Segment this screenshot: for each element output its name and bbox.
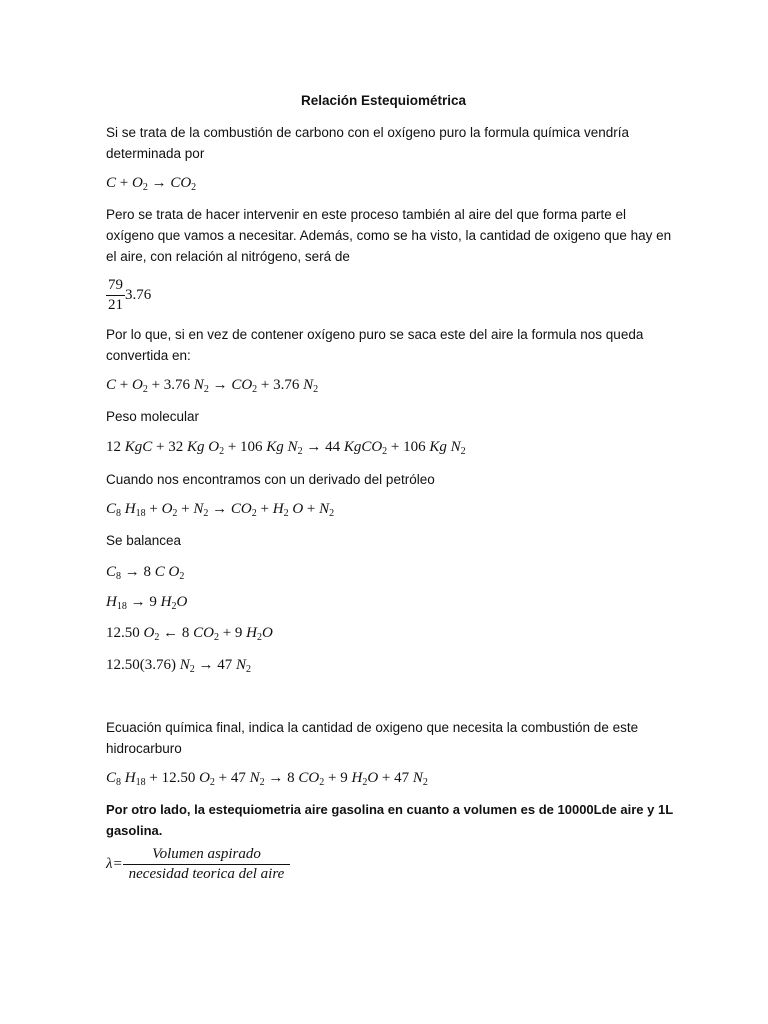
equation-term: N (193, 501, 204, 517)
equation-term: + (303, 501, 320, 517)
equation-term: CO (170, 175, 192, 191)
ratio-value: 3.76 (125, 286, 152, 303)
ratio-numerator: 79 (106, 277, 125, 296)
equation-subscript: 18 (135, 508, 146, 519)
equation-term: → (208, 377, 232, 393)
equation-subscript: 2 (252, 384, 258, 395)
equation-term: CO (298, 770, 320, 786)
equation-term: N (179, 657, 190, 673)
equation-term: H (124, 501, 136, 517)
equation-term: + 47 (214, 770, 250, 786)
equation-term: KgCO (343, 439, 383, 455)
equation-term: Kg O (186, 439, 220, 455)
equation-term: O (161, 501, 173, 517)
equation-term: C (106, 564, 117, 580)
equation-subscript: 2 (362, 777, 368, 788)
equation-term: O (292, 501, 304, 517)
equation-term: → 47 (194, 657, 237, 673)
equation-term: + 9 (218, 625, 247, 641)
equation-term: N (303, 377, 314, 393)
equation-term: H (106, 594, 117, 610)
equation-subscript: 2 (219, 446, 225, 457)
equation-term: → (208, 501, 231, 517)
equation-term: + 32 (152, 439, 187, 455)
equation-term: 12 (106, 439, 125, 455)
equation-subscript: 2 (209, 777, 215, 788)
equation-term: N (412, 770, 423, 786)
equation-term: O (131, 377, 143, 393)
equation-carbon-combustion (106, 173, 676, 193)
equation-air-ratio (106, 277, 676, 314)
equation-term: ← 8 (159, 625, 194, 641)
equation-subscript: 2 (259, 777, 265, 788)
equation-subscript: 2 (191, 182, 197, 193)
paragraph-final-equation: Ecuación química final, indica la cantidad de oxigeno que necesita la combustión de este hidrocarburo (106, 720, 639, 756)
equation-subscript: 8 (116, 777, 122, 788)
equation-term: + 3.76 (257, 377, 304, 393)
equation-combustion-with-air (106, 375, 676, 395)
equation-subscript: 18 (135, 777, 146, 788)
equation-lambda (106, 846, 676, 883)
equation-term: 12.50 (106, 625, 144, 641)
equation-term: C (106, 175, 117, 191)
equation-term: + 47 (378, 770, 413, 786)
equation-balance-oxygen (106, 623, 676, 643)
equation-subscript: 2 (142, 182, 148, 193)
lambda-denominator: necesidad teorica del aire (128, 866, 285, 882)
equation-subscript: 2 (189, 664, 195, 675)
lambda-fraction (123, 846, 291, 883)
equation-subscript: 2 (422, 777, 428, 788)
heading-balance: Se balancea (106, 533, 182, 548)
equation-term: (3.76) (139, 657, 176, 673)
equation-term: H (351, 770, 363, 786)
equation-term: O (262, 625, 273, 641)
lambda-symbol: λ= (106, 855, 123, 872)
equation-subscript: 18 (116, 601, 127, 612)
equation-term: H (272, 501, 284, 517)
equation-subscript: 2 (329, 508, 335, 519)
equation-term: + 106 (224, 439, 267, 455)
equation-term: Kg N (429, 439, 461, 455)
equation-subscript: 2 (154, 632, 160, 643)
equation-term: + (256, 501, 273, 517)
equation-subscript: 2 (142, 384, 148, 395)
equation-term: 12.50 (106, 657, 140, 673)
equation-term: + (116, 175, 132, 191)
equation-term: N (319, 501, 330, 517)
equation-subscript: 2 (203, 384, 209, 395)
equation-term: + 3.76 (147, 377, 194, 393)
equation-term: + 9 (324, 770, 352, 786)
equation-subscript: 2 (257, 632, 262, 643)
equation-term: C O (154, 564, 180, 580)
equation-term: H (124, 770, 136, 786)
paragraph-intro: Si se trata de la combustión de carbono con el oxígeno puro la formula química vendría determinada por (106, 125, 630, 161)
equation-term: → (147, 175, 171, 191)
equation-balance-nitrogen (106, 655, 676, 675)
paragraph-petroleum: Cuando nos encontramos con un derivado del petróleo (106, 472, 435, 487)
lambda-numerator: Volumen aspirado (123, 846, 291, 865)
ratio-denominator: 21 (108, 297, 123, 313)
paragraph-air: Pero se trata de hacer intervenir en este proceso también al aire del que forma parte el oxígeno que vamos a necesitar. Además, como se ha visto, la cantidad de oxigeno que hay en el aire, con relación al nitrógeno, será de (106, 207, 672, 264)
equation-term: + (177, 501, 194, 517)
equation-subscript: 2 (172, 508, 178, 519)
equation-term: N (236, 657, 247, 673)
equation-term: + (145, 501, 162, 517)
equation-subscript: 2 (171, 601, 177, 612)
paragraph-air-source: Por lo que, si en vez de contener oxígeno puro se saca este del aire la formula nos queda convertida en: (106, 327, 644, 363)
equation-term: + (116, 377, 132, 393)
equation-term: CO (231, 377, 253, 393)
equation-term: KgC (124, 439, 153, 455)
equation-subscript: 2 (382, 446, 388, 457)
equation-subscript: 2 (297, 446, 303, 457)
equation-subscript: 2 (251, 508, 257, 519)
equation-term: → 8 (121, 564, 155, 580)
equation-term: H (160, 594, 172, 610)
equation-subscript: 8 (116, 508, 122, 519)
equation-octane (106, 499, 676, 519)
equation-term: + 106 (387, 439, 430, 455)
equation-subscript: 2 (213, 632, 219, 643)
equation-subscript: 2 (203, 508, 209, 519)
equation-term: C (106, 377, 117, 393)
equation-term: N (249, 770, 260, 786)
equation-subscript: 2 (246, 664, 252, 675)
heading-molecular-weight: Peso molecular (106, 409, 200, 424)
ratio-fraction (106, 277, 125, 314)
equation-term: Kg N (266, 439, 298, 455)
equation-molecular-weight (106, 437, 676, 457)
equation-term: O (176, 594, 188, 610)
equation-subscript: 2 (179, 571, 185, 582)
equation-subscript: 8 (116, 571, 122, 582)
equation-term: N (193, 377, 204, 393)
equation-term: CO (193, 625, 214, 641)
equation-term: C (106, 501, 117, 517)
equation-term: + 12.50 (145, 770, 200, 786)
paragraph-air-gasoline: Por otro lado, la estequiometria aire gasolina en cuanto a volumen es de 10000Lde aire y 1L gasolina. (106, 802, 673, 838)
equation-term: → 9 (126, 594, 161, 610)
equation-term: C (106, 770, 117, 786)
equation-term: O (143, 625, 155, 641)
equation-term: O (131, 175, 143, 191)
equation-term: H (246, 625, 257, 641)
equation-balance-carbon (106, 562, 676, 582)
document-title: Relación Estequiométrica (300, 93, 467, 108)
equation-term: → 8 (264, 770, 299, 786)
equation-term: CO (230, 501, 252, 517)
equation-subscript: 2 (313, 384, 319, 395)
equation-term: O (199, 770, 210, 786)
equation-final (106, 768, 676, 788)
equation-subscript: 2 (319, 777, 325, 788)
equation-term: → 44 (302, 439, 344, 455)
equation-term: O (367, 770, 379, 786)
equation-subscript: 2 (460, 446, 466, 457)
equation-balance-hydrogen (106, 592, 676, 612)
equation-subscript: 2 (283, 508, 289, 519)
